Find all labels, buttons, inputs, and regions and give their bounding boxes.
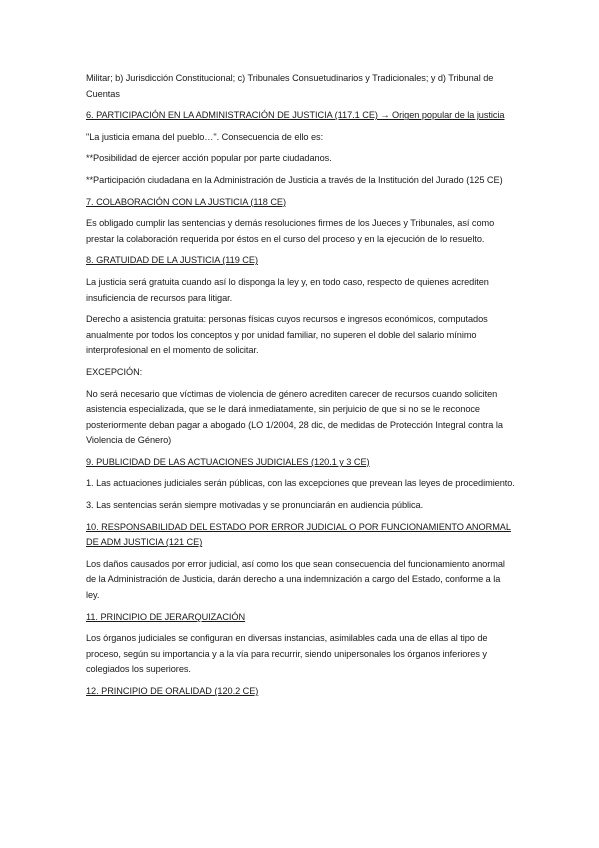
paragraph-publicas: 1. Las actuaciones judiciales serán públicas, con las excepciones que prevean las leyes de procedimiento. <box>86 478 515 489</box>
heading-jerarquizacion: 11. PRINCIPIO DE JERARQUIZACIÓN <box>86 611 246 622</box>
paragraph-accion-popular: **Posibilidad de ejercer acción popular por parte ciudadanos. <box>86 153 332 164</box>
heading-colaboracion: 7. COLABORACIÓN CON LA JUSTICIA (118 CE) <box>86 196 287 207</box>
heading-gratuidad: 8. GRATUIDAD DE LA JUSTICIA (119 CE) <box>86 255 258 266</box>
heading-oralidad: 12. PRINCIPIO DE ORALIDAD (120.2 CE) <box>86 686 259 696</box>
paragraph-colaboracion: Es obligado cumplir las sentencias y demás resoluciones firmes de los Jueces y Tribunales, así como prestar la colaboración requerida por éstos en el curso del proceso y en la ejecución de lo resuelto. <box>86 218 495 244</box>
paragraph-jerarquizacion: Los órganos judiciales se configuran en diversas instancias, asimilables cada una de ellas al tipo de proceso, según su importancia y a la vía para recurrir, siendo unipersonales los órganos inferiores y colegiados los superiores. <box>86 633 488 675</box>
paragraph-jurisdictions: Militar; b) Jurisdicción Constitucional; c) Tribunales Consuetudinarios y Tradicionales; y d) Tribunal de Cuentas <box>86 73 494 99</box>
paragraph-gratuidad: La justicia será gratuita cuando así lo disponga la ley y, en todo caso, respecto de quienes acrediten insuficiencia de recursos para litigar. <box>86 276 489 303</box>
paragraph-excepcion-label: EXCEPCIÓN: <box>86 366 143 377</box>
document-body <box>86 71 516 706</box>
heading-participacion: 6. PARTICIPACIÓN EN LA ADMINISTRACIÓN DE JUSTICIA (117.1 CE) → Origen popular de la justicia <box>86 110 505 121</box>
heading-responsabilidad: 10. RESPONSABILIDAD DEL ESTADO POR ERROR JUDICIAL O POR FUNCIONAMIENTO ANORMAL DE ADM JUSTICIA (121 CE) <box>86 521 511 548</box>
paragraph-asistencia-gratuita: Derecho a asistencia gratuita: personas físicas cuyos recursos e ingresos económicos, computados anualmente por todos los conceptos y por unidad familiar, no superen el doble del salario mínimo interprofesional en el momento de solicitar. <box>86 314 488 356</box>
paragraph-jurado: **Participación ciudadana en la Administración de Justicia a través de la Institución del Jurado (125 CE) <box>86 174 503 185</box>
heading-publicidad: 9. PUBLICIDAD DE LAS ACTUACIONES JUDICIALES (120.1 y 3 CE) <box>86 456 370 467</box>
paragraph-quote: "La justicia emana del pueblo…". Consecuencia de ello es: <box>86 131 324 142</box>
paragraph-sentencias: 3. Las sentencias serán siempre motivadas y se pronunciarán en audiencia pública. <box>86 500 424 511</box>
paragraph-excepcion: No será necesario que víctimas de violencia de género acrediten carecer de recursos cuando soliciten asistencia especializada, que se le dará inmediatamente, sin perjuicio de que si no se le reconoce posteriormente deban pagar a abogado (LO 1/2004, 28 dic, de medidas de Protección Integral contra la Violencia de Género) <box>86 388 503 446</box>
paragraph-responsabilidad: Los daños causados por error judicial, así como los que sean consecuencia del funcionamiento anormal de la Administración de Justicia, darán derecho a una indemnización a cargo del Estado, conforme a la ley. <box>86 558 505 601</box>
